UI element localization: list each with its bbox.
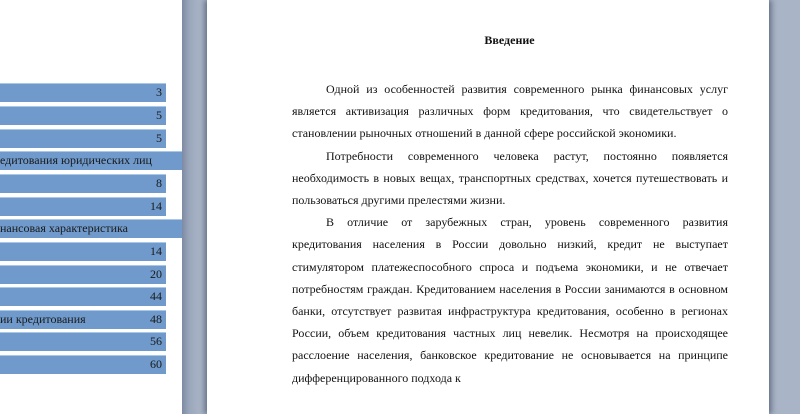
toc-row[interactable] [0,174,166,193]
paragraph: В отличие от зарубежных стран, уровень современного развития кредитования населения в России довольно низкий, кредит не выступает стимулятором платежеспособного спроса и подъема экономики, и не отвечает потребностям граждан. Кредитованием населения в России занимаются в основном банки, отсутствует развитая инфраструктура кредитования, особенно в регионах России, объем кредитования частных лиц невелик. Несмотря на происходящее расслоение населения, банковское кредитование не основывается на принципе дифференцированного подхода к [292,215,728,385]
toc-row[interactable] [0,242,166,261]
page-title: Введение [484,33,535,47]
toc-row[interactable] [0,265,166,284]
toc-page-number: 60 [150,357,162,371]
paragraph: Потребности современного человека растут, постоянно появляется необходимость в новых вещах, транспортных средствах, хочется путешествовать и пользоваться другими прелестями жизни. [292,148,728,208]
document-body[interactable] [292,78,728,389]
toc-row[interactable] [0,219,182,238]
page-gutter [182,0,200,414]
toc-row[interactable] [0,106,166,125]
toc-row[interactable] [0,287,166,306]
toc-row[interactable] [0,151,182,170]
toc-row[interactable] [0,310,166,329]
toc-page-number: 20 [150,267,162,281]
toc-entry-text: ии кредитования [0,312,86,326]
toc-row[interactable] [0,129,166,148]
paragraph: Одной из особенностей развития современного рынка финансовых услуг является активизация различных форм кредитования, что свидетельствует о становлении рыночных отношений в данной сфере российской экономики. [292,82,728,141]
toc-page-number: 48 [150,312,162,326]
toc-page-number: 5 [156,108,162,122]
toc-row[interactable] [0,197,166,216]
document-page[interactable] [207,0,769,414]
toc-page-number: 8 [156,176,162,190]
left-page [0,0,182,414]
toc-page-number: 56 [150,334,162,348]
toc-page-number: 14 [150,199,162,213]
toc-page-number: 44 [150,289,162,303]
toc-page-number: 5 [156,131,162,145]
toc-row[interactable] [0,83,166,102]
toc-page-number: 3 [156,85,162,99]
toc-page-number: 14 [150,244,162,258]
toc-entry-text: нансовая характеристика [0,221,128,235]
toc-row[interactable] [0,332,166,351]
toc-entry-text: едитования юридических лиц [0,153,152,167]
toc-row[interactable] [0,355,166,374]
